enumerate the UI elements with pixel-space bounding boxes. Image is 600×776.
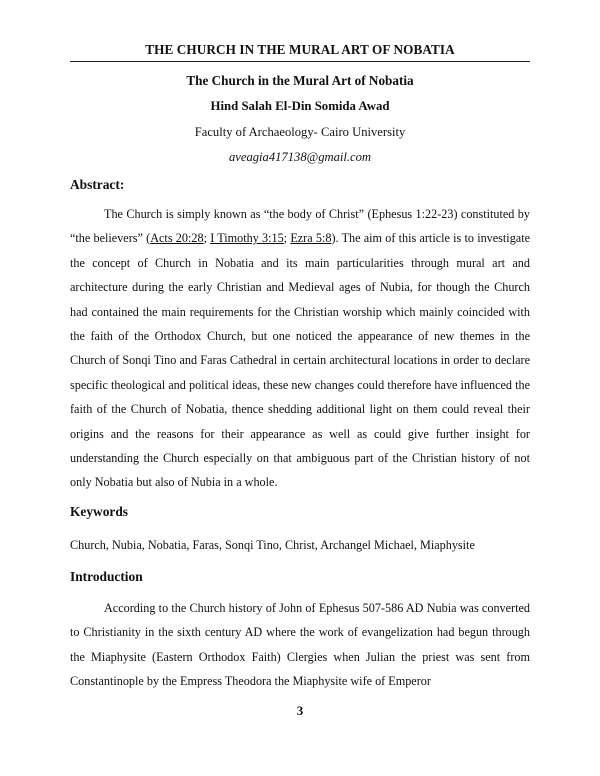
introduction-heading: Introduction (70, 569, 143, 584)
page-number: 3 (296, 703, 304, 718)
abstract-text-2: ). The aim of this article is to investigate the concept of Church in Nobatia and its main particularities through mural art and architecture during the early Christian and Medieval ages of Nubia, for though the Church had contained the main requirements for the Christian worship which mainly coincided with the faith of the Orthodox Church, but one noticed the appearance of new themes in the Church of Sonqi Tino and Faras Cathedral in certain architectural locations in order to declare specific theological and political ideas, these new changes could therefore have influenced the faith of the Church of Nobatia, thence shedding additional light on them could reveal their origins and the reasons for their appearance as well as could give further insight for understanding the Church especially on that ambiguous part of the Christian history of not only Nobatia but also of Nubia in a whole. (70, 231, 530, 490)
keywords-heading: Keywords (70, 504, 129, 519)
author-name: Hind Salah El-Din Somida Awad (210, 99, 390, 113)
abstract-separator-2: ; (283, 231, 291, 246)
author-affiliation: Faculty of Archaeology- Cairo University (194, 125, 406, 139)
abstract-text-1: The Church is simply known as “the body of Christ” (Ephesus 1:22-23) constituted by “the believers” ( (70, 207, 530, 246)
abstract-separator-1: ; (203, 231, 211, 246)
reference-link-ezra[interactable]: Ezra 5:8 (290, 231, 332, 246)
keywords-list: Church, Nubia, Nobatia, Faras, Sonqi Tino, Christ, Archangel Michael, Miaphysite (70, 538, 475, 552)
abstract-paragraph (70, 202, 530, 495)
abstract-heading: Abstract: (70, 177, 125, 192)
running-head: THE CHURCH IN THE MURAL ART OF NOBATIA (70, 42, 530, 62)
reference-link-acts[interactable]: Acts 20:28 (150, 231, 204, 246)
introduction-paragraph: According to the Church history of John of Ephesus 507-586 AD Nubia was converted to Christianity in the sixth century AD where the work of evangelization had begun through the Miaphysite (Eastern Orthodox Faith) Clergies when Julian the priest was sent from Constantinople by the Empress Theodora the Miaphysite wife of Emperor (70, 601, 530, 689)
article-title: The Church in the Mural Art of Nobatia (186, 73, 414, 88)
author-email: aveagia417138@gmail.com (228, 150, 372, 164)
reference-link-timothy[interactable]: I Timothy 3:15 (210, 231, 284, 246)
